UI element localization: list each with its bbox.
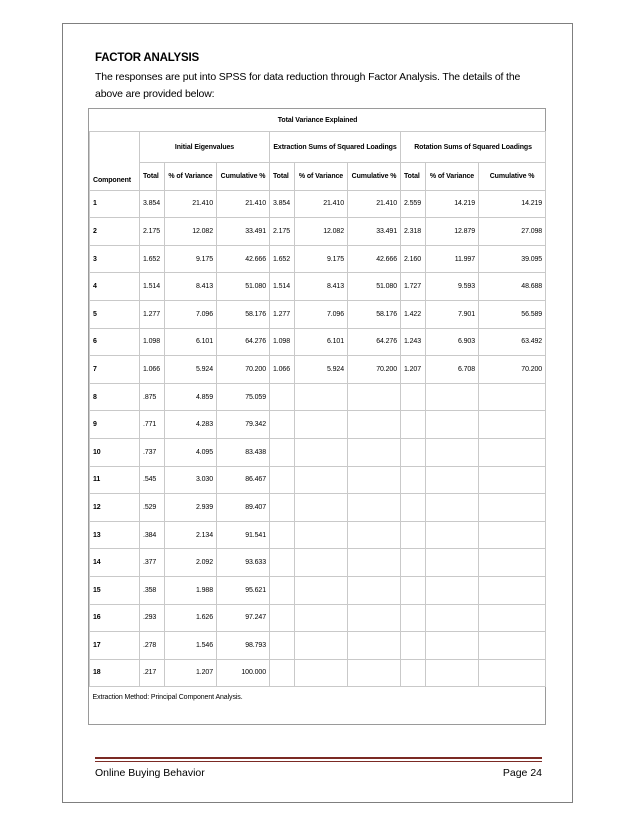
table-cell: 2.939 [165,494,217,522]
table-cell [401,659,426,687]
table-cell [295,632,348,660]
component-number: 14 [90,549,140,577]
table-cell [479,521,546,549]
table-cell: 21.410 [348,190,401,218]
table-cell: 70.200 [348,356,401,384]
component-number: 6 [90,328,140,356]
section-heading: FACTOR ANALYSIS [95,52,199,64]
table-row [90,604,546,632]
table-row [90,273,546,301]
table-cell: 9.175 [295,245,348,273]
table-cell [348,632,401,660]
table-cell: .358 [140,576,165,604]
table-cell: 4.859 [165,383,217,411]
table-cell [295,576,348,604]
table-cell: 75.059 [217,383,270,411]
table-cell: .771 [140,411,165,439]
table-cell: 1.277 [270,300,295,328]
table-cell [401,549,426,577]
table-cell: 1.243 [401,328,426,356]
table-row [90,218,546,246]
table-cell [270,494,295,522]
subheader-pct-variance: % of Variance [426,163,479,191]
intro-paragraph: The responses are put into SPSS for data reduction through Factor Analysis. The details of the above are provided below: [95,71,521,100]
table-cell: 3.854 [270,190,295,218]
table-cell: 12.879 [426,218,479,246]
table-cell: .737 [140,438,165,466]
group-header-extraction: Extraction Sums of Squared Loadings [270,132,401,163]
table-cell: 8.413 [165,273,217,301]
table-cell [348,494,401,522]
table-cell: 1.546 [165,632,217,660]
variance-table-container [88,108,546,725]
table-cell: 1.727 [401,273,426,301]
table-row [90,411,546,439]
table-cell: 12.082 [295,218,348,246]
component-number: 10 [90,438,140,466]
total-variance-table [89,109,546,707]
table-cell [270,632,295,660]
footer-page-number: Page 24 [502,767,542,779]
table-cell [479,632,546,660]
table-cell [348,576,401,604]
table-cell: 2.318 [401,218,426,246]
component-header: Component [90,132,140,191]
component-number: 15 [90,576,140,604]
table-cell [401,466,426,494]
table-cell [479,438,546,466]
table-cell: 98.793 [217,632,270,660]
table-cell [348,549,401,577]
table-cell: 14.219 [426,190,479,218]
table-cell: 2.175 [140,218,165,246]
table-cell [479,411,546,439]
table-cell [295,411,348,439]
footer-document-title: Online Buying Behavior [95,767,205,779]
table-row [90,300,546,328]
table-cell: 39.095 [479,245,546,273]
table-cell: 2.160 [401,245,426,273]
table-cell [348,411,401,439]
table-row [90,521,546,549]
table-cell [270,438,295,466]
group-header-initial: Initial Eigenvalues [140,132,270,163]
table-cell: 4.095 [165,438,217,466]
table-cell [295,604,348,632]
component-number: 11 [90,466,140,494]
table-cell: 58.176 [217,300,270,328]
table-cell: 5.924 [295,356,348,384]
table-row [90,356,546,384]
table-cell [426,438,479,466]
table-cell: 1.422 [401,300,426,328]
table-row [90,632,546,660]
table-row [90,549,546,577]
table-row [90,190,546,218]
component-number: 1 [90,190,140,218]
table-cell [426,383,479,411]
table-cell [479,466,546,494]
component-number: 18 [90,659,140,687]
table-cell [348,383,401,411]
table-cell: 51.080 [348,273,401,301]
table-cell: 70.200 [217,356,270,384]
table-cell: 4.283 [165,411,217,439]
table-cell [270,604,295,632]
table-cell: 6.101 [295,328,348,356]
component-number: 4 [90,273,140,301]
table-cell [479,659,546,687]
table-cell: 21.410 [165,190,217,218]
table-cell [479,604,546,632]
table-cell: 1.098 [270,328,295,356]
table-cell: 1.652 [140,245,165,273]
table-cell: 7.096 [295,300,348,328]
table-cell: 1.207 [401,356,426,384]
table-cell [401,494,426,522]
table-cell [426,576,479,604]
table-cell: 51.080 [217,273,270,301]
table-cell [401,576,426,604]
table-cell: 14.219 [479,190,546,218]
component-number: 13 [90,521,140,549]
table-cell: 7.096 [165,300,217,328]
table-cell [426,604,479,632]
table-cell: 64.276 [348,328,401,356]
table-cell: .545 [140,466,165,494]
table-cell [348,659,401,687]
subheader-cumulative: Cumulative % [348,163,401,191]
table-cell: 11.997 [426,245,479,273]
component-number: 3 [90,245,140,273]
subheader-total: Total [401,163,426,191]
table-cell: .529 [140,494,165,522]
table-cell [426,494,479,522]
table-cell [270,549,295,577]
table-row [90,576,546,604]
table-cell: 63.492 [479,328,546,356]
table-cell [295,659,348,687]
table-cell: 9.175 [165,245,217,273]
table-cell: 9.593 [426,273,479,301]
table-cell [426,466,479,494]
component-number: 2 [90,218,140,246]
table-cell [270,466,295,494]
table-cell: 42.666 [217,245,270,273]
table-cell: 86.467 [217,466,270,494]
table-cell: 79.342 [217,411,270,439]
table-row [90,466,546,494]
table-cell: 6.903 [426,328,479,356]
table-cell: 100.000 [217,659,270,687]
component-number: 17 [90,632,140,660]
table-cell [348,466,401,494]
table-cell [401,438,426,466]
table-cell: 2.175 [270,218,295,246]
table-cell: 89.407 [217,494,270,522]
table-cell: 1.066 [140,356,165,384]
table-cell: .293 [140,604,165,632]
table-cell: 2.092 [165,549,217,577]
table-cell: 33.491 [348,218,401,246]
component-number: 9 [90,411,140,439]
table-cell [401,632,426,660]
table-cell: 97.247 [217,604,270,632]
table-cell: 56.589 [479,300,546,328]
table-title: Total Variance Explained [277,116,358,124]
subheader-total: Total [270,163,295,191]
table-cell: 1.988 [165,576,217,604]
table-cell [295,383,348,411]
table-cell [348,604,401,632]
table-cell [401,521,426,549]
table-cell [295,549,348,577]
table-cell: 42.666 [348,245,401,273]
component-number: 8 [90,383,140,411]
table-cell [295,521,348,549]
table-row [90,438,546,466]
table-cell: 12.082 [165,218,217,246]
table-cell: 3.854 [140,190,165,218]
table-cell [270,521,295,549]
table-cell: 83.438 [217,438,270,466]
table-cell: .278 [140,632,165,660]
table-cell: .384 [140,521,165,549]
table-cell [479,576,546,604]
table-footnote: Extraction Method: Principal Component Analysis. [92,693,243,701]
table-cell: .217 [140,659,165,687]
table-cell: 8.413 [295,273,348,301]
table-cell [348,438,401,466]
component-number: 16 [90,604,140,632]
table-cell [479,549,546,577]
table-cell [401,383,426,411]
table-cell: 21.410 [295,190,348,218]
table-cell [426,632,479,660]
table-cell: 48.688 [479,273,546,301]
table-cell: .377 [140,549,165,577]
table-cell: 2.134 [165,521,217,549]
table-cell [295,438,348,466]
group-header-rotation: Rotation Sums of Squared Loadings [401,132,546,163]
component-number: 7 [90,356,140,384]
table-cell: 2.559 [401,190,426,218]
component-number: 5 [90,300,140,328]
table-cell: 93.633 [217,549,270,577]
table-cell: 1.207 [165,659,217,687]
table-cell [479,383,546,411]
table-cell: 5.924 [165,356,217,384]
table-cell: 1.514 [140,273,165,301]
table-cell: 95.621 [217,576,270,604]
component-number: 12 [90,494,140,522]
table-cell [270,383,295,411]
subheader-pct-variance: % of Variance [165,163,217,191]
table-cell [348,521,401,549]
footer-rule [95,761,542,762]
subheader-total: Total [140,163,165,191]
table-cell [270,659,295,687]
table-cell: 1.066 [270,356,295,384]
table-cell: 91.541 [217,521,270,549]
table-cell [426,549,479,577]
table-cell: 6.708 [426,356,479,384]
table-cell: 1.652 [270,245,295,273]
table-cell: 70.200 [479,356,546,384]
table-cell: 3.030 [165,466,217,494]
table-cell [401,411,426,439]
table-cell [270,576,295,604]
table-cell [295,466,348,494]
table-cell: 1.277 [140,300,165,328]
table-cell: 1.626 [165,604,217,632]
subheader-pct-variance: % of Variance [295,163,348,191]
table-cell: 27.098 [479,218,546,246]
table-row [90,494,546,522]
table-cell: 21.410 [217,190,270,218]
table-cell [479,494,546,522]
table-cell [401,604,426,632]
table-row [90,245,546,273]
table-row [90,383,546,411]
table-cell [426,521,479,549]
table-cell: 6.101 [165,328,217,356]
table-cell: 1.098 [140,328,165,356]
table-cell [426,411,479,439]
subheader-cumulative: Cumulative % [217,163,270,191]
table-cell: 33.491 [217,218,270,246]
table-cell: 1.514 [270,273,295,301]
table-cell: 64.276 [217,328,270,356]
table-cell [426,659,479,687]
table-cell: 7.901 [426,300,479,328]
table-cell: .875 [140,383,165,411]
footer-rule [95,757,542,759]
table-row [90,328,546,356]
table-cell [295,494,348,522]
table-cell: 58.176 [348,300,401,328]
table-row [90,659,546,687]
table-cell [270,411,295,439]
subheader-cumulative: Cumulative % [479,163,546,191]
